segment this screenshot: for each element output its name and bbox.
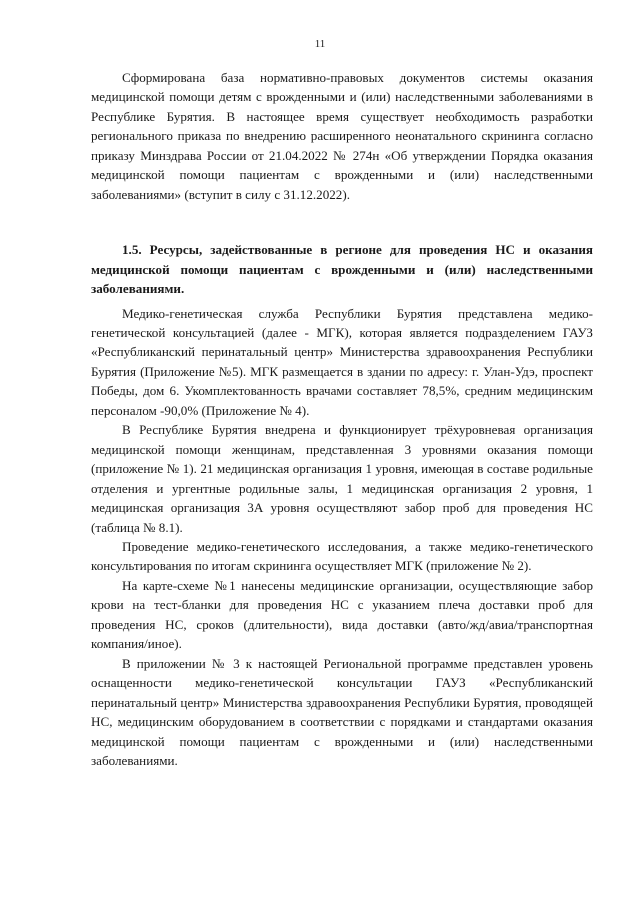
paragraph-genetic-research: Проведение медико-генетического исследования, а также медико-генетического консультирования по итогам скрининга осуществляет МГК (приложение № 2). bbox=[91, 538, 593, 574]
paragraph-genetic-service: Медико-генетическая служба Республики Бурятия представлена медико-генетической консультацией (далее - МГК), которая является подразделением ГАУЗ «Республиканский перинатальный центр» Министерства здравоохранения Республики Бурятия (Приложение №5). МГК размещается в здании по адресу: г. Улан-Удэ, проспект Победы, дом 6. Укомплектованность врачами составляет 78,5%, средним медицинским персоналом -90,0% (Приложение № 4). bbox=[91, 305, 593, 418]
paragraph-legal-base: Сформирована база нормативно-правовых документов системы оказания медицинской помощи детям с врожденными и (или) наследственными заболеваниями в Республике Бурятия. В настоящее время существует необходимость разработки регионального приказа по внедрению расширенного неонатального скрининга согласно приказу Минздрава России от 21.04.2022 № 274н «Об утверждении Порядка оказания медицинской помощи пациентам с врожденными и (или) наследственными заболеваниями» (вступит в силу с 31.12.2022). bbox=[91, 70, 593, 202]
document-body bbox=[91, 68, 593, 770]
paragraph-map-scheme: На карте-схеме №1 нанесены медицинские организации, осуществляющие забор крови на тест-бланки для проведения НС с указанием плеча доставки проб для проведения НС, сроков (длительности), вида доставки (авто/жд/авиа/транспортная компания/иное). bbox=[91, 577, 593, 652]
paragraph-equipment: В приложении № 3 к настоящей Региональной программе представлен уровень оснащенности медико-генетической консультации ГАУЗ «Республиканский перинатальный центр» Министерства здравоохранения Республики Бурятия, проводящей НС, медицинским оборудованием в соответствии с порядками и стандартами оказания медицинской помощи пациентам с врожденными и (или) наследственными заболеваниями. bbox=[91, 655, 593, 768]
paragraph-three-level-care: В Республике Бурятия внедрена и функционирует трёхуровневая организация медицинской помощи женщинам, представленная 3 уровнями оказания помощи (приложение № 1). 21 медицинская организация 1 уровня, имеющая в составе родильные отделения и ургентные родильные залы, 1 медицинская организация 2 уровня, 1 медицинская организация 3А уровня осуществляют забор проб для проведения НС (таблица № 8.1). bbox=[91, 422, 593, 535]
page-number: 11 bbox=[314, 38, 326, 50]
section-heading: 1.5. Ресурсы, задействованные в регионе для проведения НС и оказания медицинской помощи пациентам с врожденными и (или) наследственными заболеваниями. bbox=[91, 242, 593, 297]
